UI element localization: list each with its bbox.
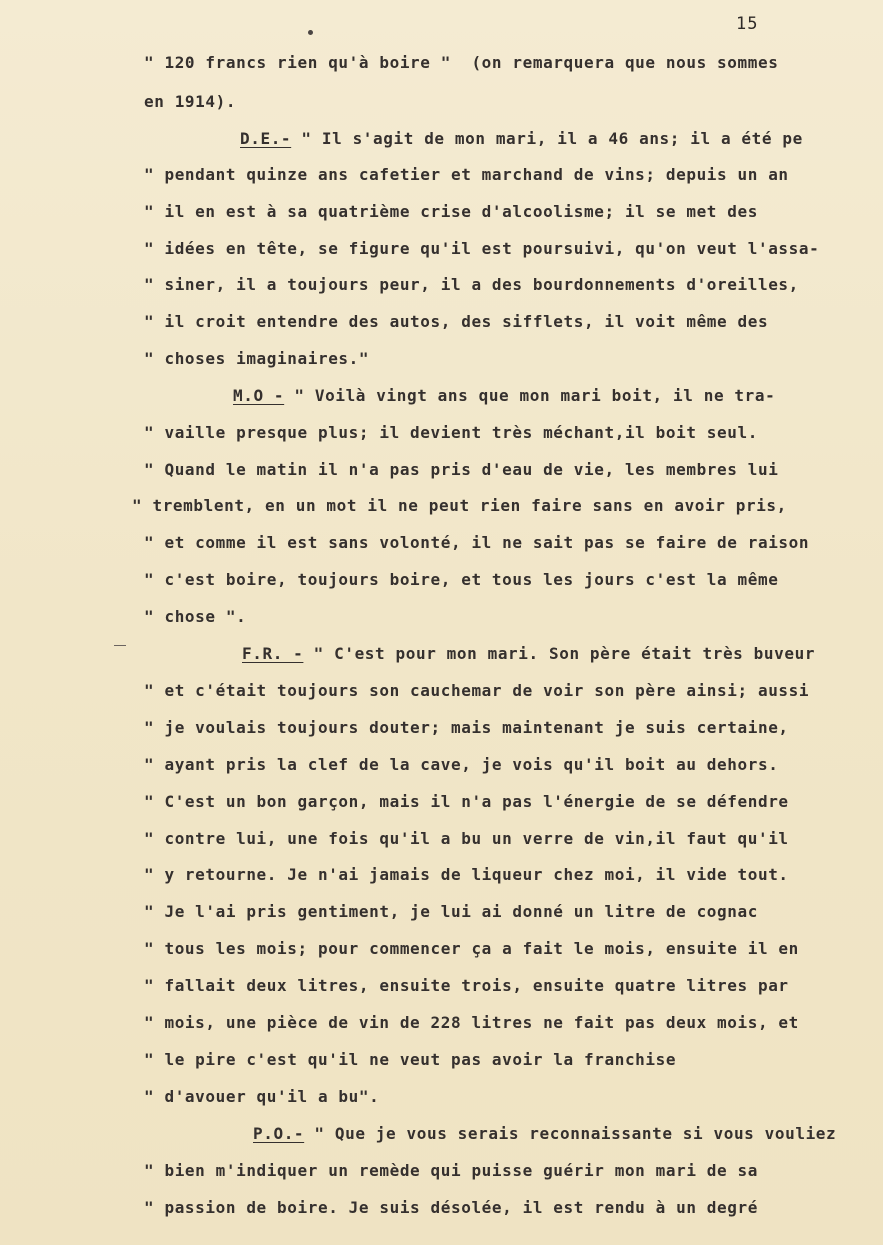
page-number: 15 [736, 14, 759, 34]
text-line: " pendant quinze ans cafetier et marchand de vins; depuis un an [144, 165, 789, 184]
text-line: " passion de boire. Je suis désolée, il est rendu à un degré [144, 1198, 758, 1217]
text-line: " et comme il est sans volonté, il ne sait pas se faire de raison [144, 533, 810, 552]
text-line: " vaille presque plus; il devient très méchant,il boit seul. [144, 423, 758, 442]
text-line: " c'est boire, toujours boire, et tous les jours c'est la même [144, 570, 779, 589]
text-line: " 120 francs rien qu'à boire " (on remarquera que nous sommes [144, 53, 779, 72]
text-line: " tous les mois; pour commencer ça a fait le mois, ensuite il en [144, 939, 799, 958]
text-line: P.O.- " Que je vous serais reconnaissante si vous vouliez [253, 1124, 837, 1143]
text-line: " y retourne. Je n'ai jamais de liqueur chez moi, il vide tout. [144, 865, 789, 884]
text-line: " il en est à sa quatrième crise d'alcoolisme; il se met des [144, 202, 758, 221]
text-line: " Quand le matin il n'a pas pris d'eau de vie, les membres lui [144, 460, 779, 479]
text-line: " d'avouer qu'il a bu". [144, 1087, 380, 1106]
text-line: " siner, il a toujours peur, il a des bourdonnements d'oreilles, [144, 275, 799, 294]
text-line: " Je l'ai pris gentiment, je lui ai donné un litre de cognac [144, 902, 758, 921]
speaker-label: D.E.- [240, 129, 292, 148]
text-line: " contre lui, une fois qu'il a bu un verre de vin,il faut qu'il [144, 829, 789, 848]
speaker-label: M.O - [233, 386, 285, 405]
text-line: " C'est un bon garçon, mais il n'a pas l'énergie de se défendre [144, 792, 789, 811]
speaker-label: F.R. - [242, 644, 304, 663]
text-line: " mois, une pièce de vin de 228 litres ne fait pas deux mois, et [144, 1013, 799, 1032]
speaker-label: P.O.- [253, 1124, 305, 1143]
text-line: en 1914). [144, 92, 237, 111]
text-line: " bien m'indiquer un remède qui puisse guérir mon mari de sa [144, 1161, 758, 1180]
text-line: M.O - " Voilà vingt ans que mon mari boit, il ne tra- [233, 386, 776, 405]
text-line: F.R. - " C'est pour mon mari. Son père était très buveur [242, 644, 816, 663]
text-line: " le pire c'est qu'il ne veut pas avoir la franchise [144, 1050, 677, 1069]
text-line: " idées en tête, se figure qu'il est poursuivi, qu'on veut l'assa- [144, 239, 820, 258]
text-line: " chose ". [144, 607, 247, 626]
text-line: " je voulais toujours douter; mais maintenant je suis certaine, [144, 718, 789, 737]
ink-dot [308, 30, 313, 35]
margin-mark [114, 645, 126, 646]
text-line: D.E.- " Il s'agit de mon mari, il a 46 ans; il a été pe [240, 129, 803, 148]
text-line: " choses imaginaires." [144, 349, 370, 368]
text-line: " tremblent, en un mot il ne peut rien faire sans en avoir pris, [132, 496, 787, 515]
text-line: " fallait deux litres, ensuite trois, ensuite quatre litres par [144, 976, 789, 995]
text-line: " ayant pris la clef de la cave, je vois qu'il boit au dehors. [144, 755, 779, 774]
text-line: " et c'était toujours son cauchemar de voir son père ainsi; aussi [144, 681, 810, 700]
text-line: " il croit entendre des autos, des sifflets, il voit même des [144, 312, 769, 331]
